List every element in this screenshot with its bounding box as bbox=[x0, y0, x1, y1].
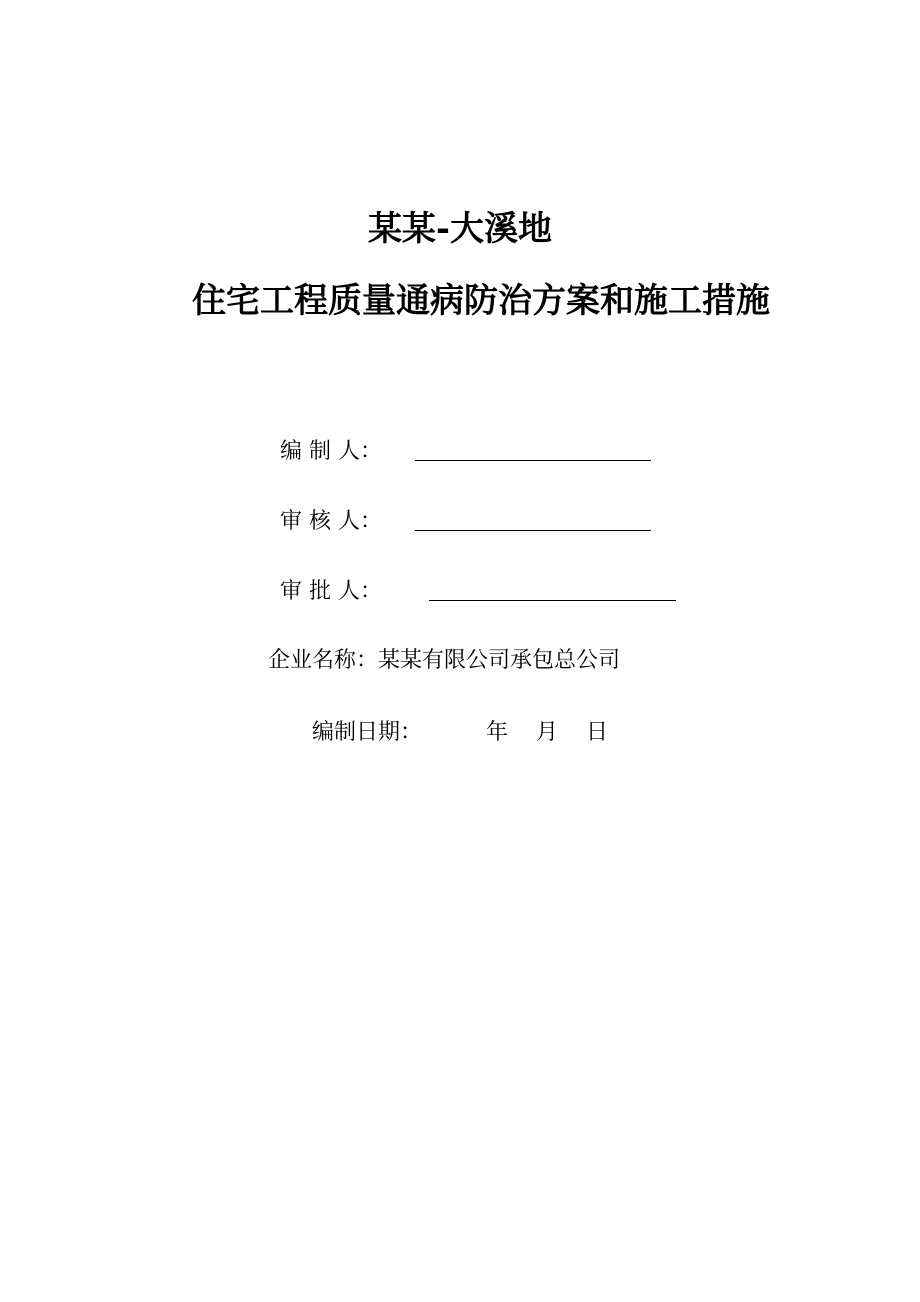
date-day-label: 日 bbox=[586, 720, 609, 745]
date-month-label: 月 bbox=[536, 720, 559, 745]
approver-signature-line bbox=[429, 600, 676, 601]
date-label: 编制日期： bbox=[312, 720, 423, 745]
reviewer-signature-line bbox=[415, 530, 651, 531]
company-label: 企业名称： bbox=[268, 648, 379, 673]
editor-signature-line bbox=[415, 460, 651, 461]
title-line-2: 住宅工程质量通病防治方案和施工措施 bbox=[192, 281, 770, 321]
company-name: 某某有限公司承包总公司 bbox=[378, 648, 621, 673]
date-year-label: 年 bbox=[486, 720, 509, 745]
reviewer-label: 审 核 人： bbox=[280, 509, 382, 534]
company-row bbox=[268, 646, 620, 676]
editor-label: 编 制 人： bbox=[280, 439, 382, 464]
approver-label: 审 批 人： bbox=[280, 579, 382, 604]
title-line-1: 某某-大溪地 bbox=[367, 209, 553, 249]
